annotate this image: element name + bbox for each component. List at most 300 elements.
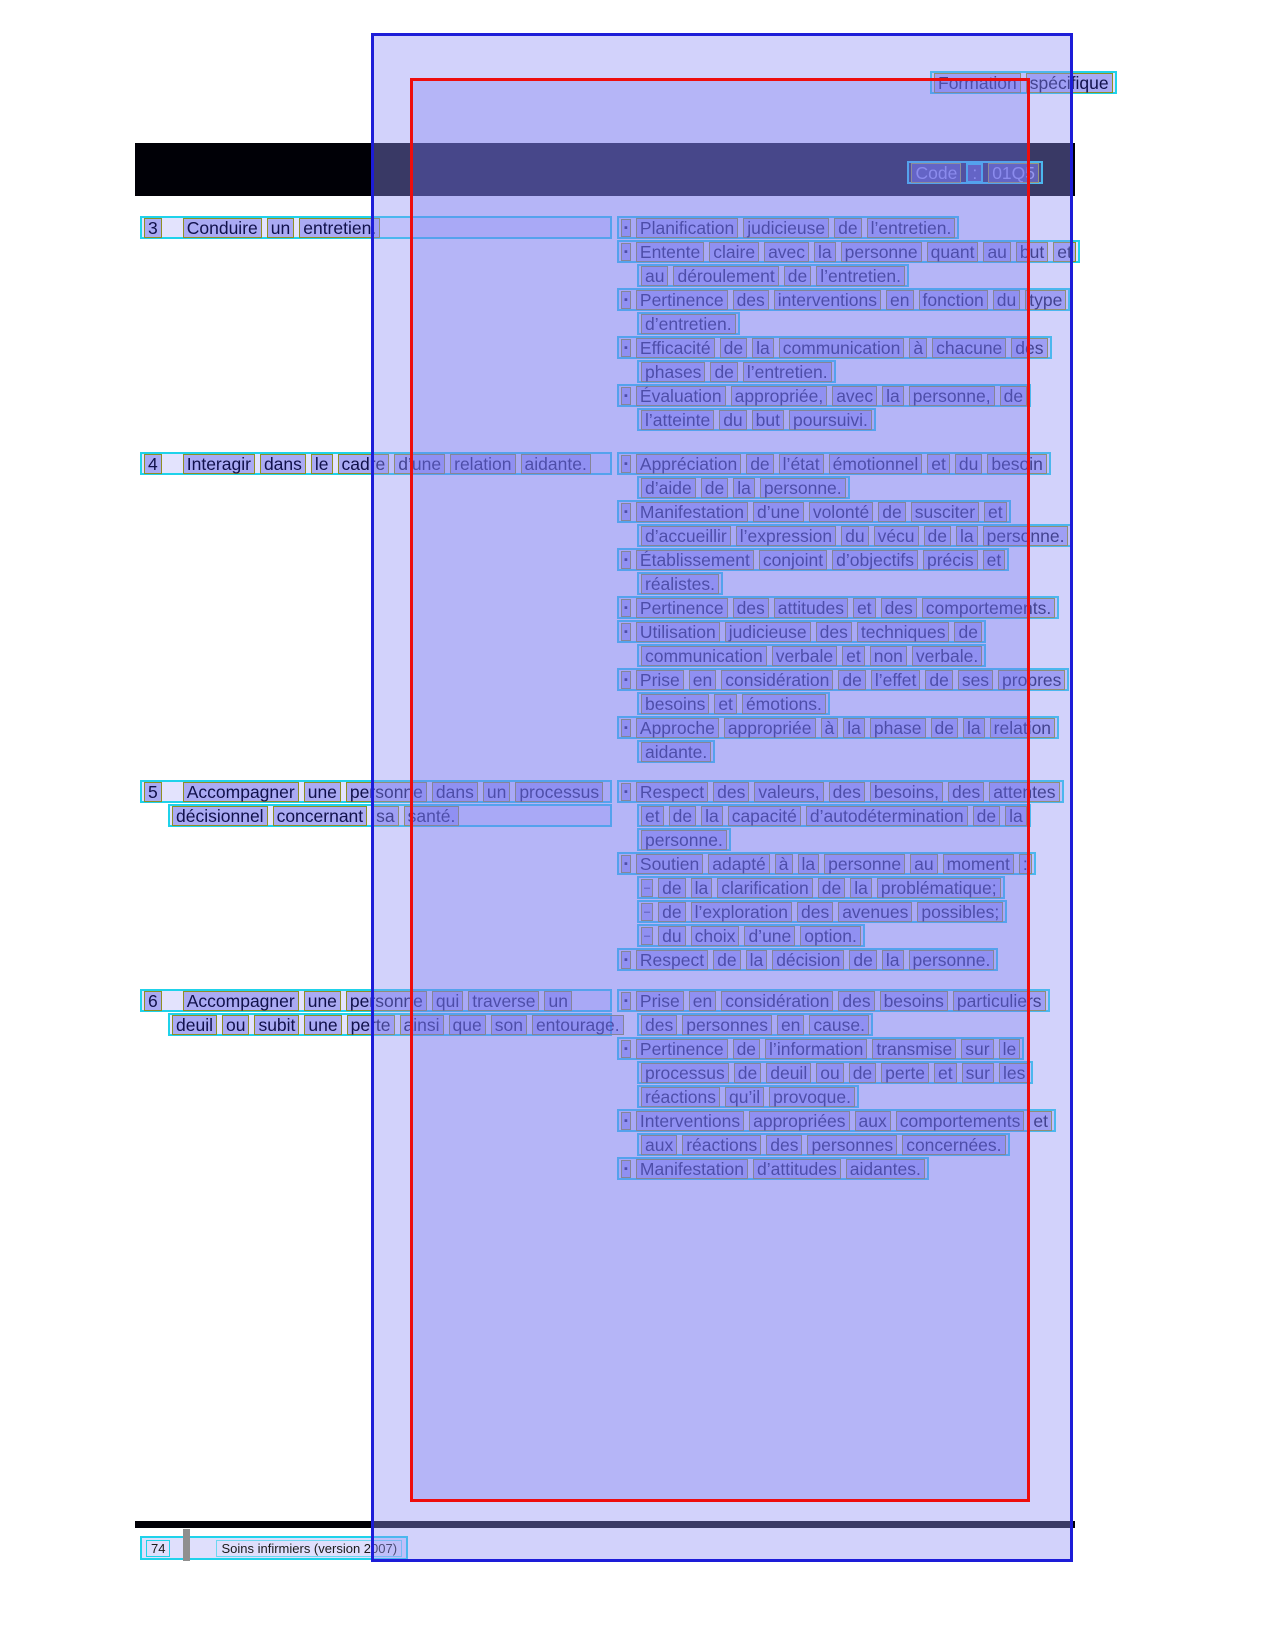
word-box: processus <box>641 1063 729 1083</box>
bullet-icon: ▪ <box>621 951 631 969</box>
word-box: de <box>658 878 685 898</box>
bullet-icon: ▪ <box>621 243 631 261</box>
criterion-line <box>617 989 1050 1012</box>
word-box: phases <box>641 362 705 382</box>
word-box: avenues <box>838 902 912 922</box>
word-box: ses <box>958 670 993 690</box>
criterion-line <box>617 548 1009 571</box>
word-box: de <box>925 670 952 690</box>
word-box: des <box>838 991 874 1011</box>
word-box: la <box>850 878 872 898</box>
word-box: Établissement <box>636 550 754 570</box>
word-box: une <box>304 782 341 802</box>
word-box: au <box>983 242 1010 262</box>
criterion-line <box>637 644 986 667</box>
word-box: avec <box>832 386 877 406</box>
word-box: de <box>746 454 773 474</box>
word-box: propres <box>998 670 1065 690</box>
word-box: choix <box>691 926 740 946</box>
word-box: une <box>304 991 341 1011</box>
word-box: Pertinence <box>636 598 728 618</box>
word-box: de <box>658 902 685 922</box>
word-box: sa <box>372 806 398 826</box>
word-box: Respect <box>636 782 708 802</box>
word-box: poursuivi. <box>789 410 872 430</box>
word-box: l’entretien. <box>743 362 832 382</box>
word-box: fonction <box>919 290 988 310</box>
word-box: cause. <box>809 1015 869 1035</box>
criterion-line <box>617 620 986 643</box>
word-box: et <box>984 502 1007 522</box>
word-box: sur <box>961 1039 993 1059</box>
criterion-line <box>637 828 731 851</box>
word-box: au <box>641 266 668 286</box>
word-box: des <box>829 782 865 802</box>
word-box: claire <box>709 242 759 262</box>
criterion-line <box>637 312 740 335</box>
word-box: spécifique <box>1026 73 1113 93</box>
word-box: l’exploration <box>691 902 792 922</box>
bullet-icon: ▪ <box>621 455 631 473</box>
word-box: Efficacité <box>636 338 715 358</box>
word-box: attitudes <box>774 598 848 618</box>
word-box: cadre <box>338 454 390 474</box>
word-box: concernées. <box>902 1135 1005 1155</box>
word-box: Pertinence <box>636 1039 728 1059</box>
word-box: concernant <box>273 806 368 826</box>
word-box: en <box>689 670 716 690</box>
criterion-line <box>637 924 865 947</box>
word-box: aux <box>855 1111 891 1131</box>
word-box: comportements <box>896 1111 1025 1131</box>
objective-line <box>140 989 612 1012</box>
word-box: de <box>784 266 811 286</box>
word-box: capacité <box>728 806 801 826</box>
word-box: quant <box>927 242 979 262</box>
criterion-line <box>637 476 850 499</box>
word-box: du <box>719 410 746 430</box>
word-box: de <box>720 338 747 358</box>
word-box: la <box>1005 806 1027 826</box>
word-box: réactions <box>641 1087 720 1107</box>
criterion-line <box>617 336 1052 359</box>
criteria-cell <box>617 989 1056 1181</box>
objective-line <box>140 780 612 803</box>
word-box: des <box>816 622 852 642</box>
word-box: comportements. <box>922 598 1055 618</box>
word-box: de <box>701 478 728 498</box>
word-box: des <box>948 782 984 802</box>
word-box: santé. <box>404 806 460 826</box>
word-box: appropriées <box>749 1111 849 1131</box>
word-box: précis <box>923 550 978 570</box>
word-box: susciter <box>911 502 979 522</box>
word-box: techniques <box>857 622 950 642</box>
word-box: volonté <box>809 502 873 522</box>
word-box: un <box>267 218 294 238</box>
word-box: des <box>713 782 749 802</box>
word-box: du <box>955 454 982 474</box>
doc-title: Soins infirmiers (version 2007) <box>216 1540 402 1557</box>
criterion-line <box>617 948 998 971</box>
word-box: d’attitudes <box>753 1159 841 1179</box>
word-box: la <box>814 242 836 262</box>
word-box: provoque. <box>769 1087 855 1107</box>
word-box: d’aide <box>641 478 696 498</box>
word-box: verbale. <box>912 646 982 666</box>
word-box: valeurs, <box>754 782 823 802</box>
criterion-line <box>617 500 1011 523</box>
word-box: besoins <box>880 991 948 1011</box>
word-box: émotionnel <box>829 454 923 474</box>
bullet-icon: ▪ <box>621 503 631 521</box>
word-box: besoins, <box>870 782 943 802</box>
word-box: qui <box>432 991 463 1011</box>
word-box: et <box>1053 242 1076 262</box>
word-box: transmise <box>872 1039 956 1059</box>
criterion-line <box>637 524 1072 547</box>
word-box: sur <box>962 1063 994 1083</box>
word-box: que <box>449 1015 486 1035</box>
word-box: option. <box>800 926 861 946</box>
criterion-line <box>617 1037 1024 1060</box>
word-box: de <box>954 622 981 642</box>
footer-line <box>140 1536 408 1560</box>
word-box: Conduire <box>183 218 262 238</box>
criterion-line <box>617 780 1064 803</box>
word-box: de <box>931 718 958 738</box>
criterion-line <box>637 1133 1010 1156</box>
objective-line <box>168 804 612 827</box>
word-box: besoins <box>641 694 709 714</box>
word-box: de <box>849 1063 876 1083</box>
word-box: des <box>881 598 917 618</box>
word-box: l’entretien. <box>867 218 956 238</box>
word-box: et <box>714 694 737 714</box>
criterion-line <box>637 692 830 715</box>
bullet-icon: ▪ <box>621 671 631 689</box>
word-box: Respect <box>636 950 708 970</box>
word-box: la <box>956 526 978 546</box>
word-box: des <box>733 290 769 310</box>
criterion-line <box>617 596 1059 619</box>
criteria-cell <box>617 780 1064 972</box>
word-box: judicieuse <box>743 218 829 238</box>
word-box: dans <box>260 454 306 474</box>
word-box: de <box>973 806 1000 826</box>
word-box: de <box>838 670 865 690</box>
word-box: la <box>691 878 713 898</box>
word-box: personne <box>346 782 427 802</box>
criterion-line <box>617 240 1080 263</box>
word-box: l’information <box>765 1039 867 1059</box>
word-box: d’une <box>394 454 445 474</box>
word-box: problématique; <box>877 878 1001 898</box>
word-box: attentes <box>989 782 1059 802</box>
word-box: qu’il <box>725 1087 764 1107</box>
word-box: personnes <box>682 1015 772 1035</box>
word-box: et <box>853 598 876 618</box>
word-box: entourage. <box>532 1015 624 1035</box>
word-box: Accompagner <box>183 782 299 802</box>
bullet-icon: ▪ <box>621 719 631 737</box>
word-box: un <box>483 782 510 802</box>
objective-number: 5 <box>144 782 162 802</box>
word-box: personne. <box>909 950 995 970</box>
word-box: type <box>1025 290 1066 310</box>
word-box: de <box>878 502 905 522</box>
word-box: la <box>798 854 820 874</box>
criterion-line <box>617 1109 1056 1132</box>
word-box: but <box>752 410 784 430</box>
word-box: Entente <box>636 242 704 262</box>
word-box: réalistes. <box>641 574 719 594</box>
word-box: verbale <box>772 646 837 666</box>
word-box: deuil <box>766 1063 811 1083</box>
dash-icon: – <box>641 903 653 921</box>
word-box: la <box>882 950 904 970</box>
word-box: une <box>304 1015 341 1035</box>
word-box: d’une <box>744 926 795 946</box>
word-box: la <box>746 950 768 970</box>
bullet-icon: ▪ <box>621 599 631 617</box>
criterion-line <box>617 668 1069 691</box>
word-box: d’entretien. <box>641 314 736 334</box>
word-box: du <box>993 290 1020 310</box>
bullet-icon: ▪ <box>621 219 631 237</box>
word-box: de <box>669 806 696 826</box>
word-box: Pertinence <box>636 290 728 310</box>
word-box: interventions <box>774 290 881 310</box>
word-box: Prise <box>636 670 684 690</box>
word-box: du <box>658 926 685 946</box>
word-box: et <box>983 550 1006 570</box>
page-number: 74 <box>146 1540 170 1557</box>
word-box: personne <box>824 854 905 874</box>
word-box: des <box>641 1015 677 1035</box>
word-box: Prise <box>636 991 684 1011</box>
word-box: personne <box>841 242 922 262</box>
word-box: déroulement <box>673 266 778 286</box>
word-box: à <box>821 718 839 738</box>
word-box: Planification <box>636 218 738 238</box>
word-box: Manifestation <box>636 1159 748 1179</box>
word-box: communication <box>779 338 905 358</box>
dash-icon: – <box>641 927 653 945</box>
word-box: adapté <box>708 854 770 874</box>
word-box: aidantes. <box>846 1159 925 1179</box>
bullet-icon: ▪ <box>621 1112 631 1130</box>
word-box: Approche <box>636 718 719 738</box>
word-box: Interagir <box>183 454 255 474</box>
word-box: appropriée, <box>731 386 828 406</box>
word-box: des <box>733 598 769 618</box>
code-colon: : <box>966 163 983 183</box>
word-box: non <box>870 646 907 666</box>
word-box: appropriée <box>724 718 816 738</box>
word-box: particuliers <box>953 991 1046 1011</box>
word-box: Évaluation <box>636 386 726 406</box>
word-box: d’objectifs <box>832 550 918 570</box>
word-box: personne. <box>641 830 727 850</box>
word-box: personne. <box>983 526 1069 546</box>
word-box: personnes <box>807 1135 897 1155</box>
objective-cell <box>140 452 612 476</box>
word-box: l’expression <box>736 526 836 546</box>
word-box: décisionnel <box>172 806 268 826</box>
word-box: avec <box>764 242 809 262</box>
bullet-icon: ▪ <box>621 623 631 641</box>
word-box: ou <box>222 1015 249 1035</box>
word-box: des <box>797 902 833 922</box>
word-box: de <box>834 218 861 238</box>
criterion-line <box>617 716 1059 739</box>
word-box: la <box>843 718 865 738</box>
criterion-line <box>637 408 876 431</box>
bullet-icon: ▪ <box>621 291 631 309</box>
bullet-icon: ▪ <box>621 387 631 405</box>
word-box: judicieuse <box>725 622 811 642</box>
word-box: conjoint <box>759 550 827 570</box>
word-box: un <box>544 991 571 1011</box>
word-box: Interventions <box>636 1111 744 1131</box>
criterion-line <box>617 452 1051 475</box>
objective-line <box>140 216 612 239</box>
criterion-line <box>637 360 836 383</box>
word-box: relation <box>450 454 515 474</box>
word-box: l’état <box>779 454 824 474</box>
word-box: l’entretien. <box>816 266 905 286</box>
word-box: ainsi <box>400 1015 444 1035</box>
objective-cell <box>140 989 620 1037</box>
word-box: Appréciation <box>636 454 741 474</box>
word-box: Manifestation <box>636 502 748 522</box>
word-box: vécu <box>874 526 919 546</box>
word-box: considération <box>721 991 833 1011</box>
word-box: la <box>752 338 774 358</box>
word-box: en <box>777 1015 804 1035</box>
bullet-icon: ▪ <box>621 1040 631 1058</box>
word-box: considération <box>721 670 833 690</box>
word-box: et <box>842 646 865 666</box>
word-box: aux <box>641 1135 677 1155</box>
word-box: subit <box>254 1015 299 1035</box>
word-box: d’une <box>753 502 804 522</box>
word-box: phase <box>870 718 926 738</box>
word-box: traverse <box>468 991 539 1011</box>
word-box: la <box>882 386 904 406</box>
word-box: Soutien <box>636 854 703 874</box>
word-box: Utilisation <box>636 622 720 642</box>
criterion-line <box>637 1061 1033 1084</box>
word-box: du <box>841 526 868 546</box>
criterion-line <box>637 740 715 763</box>
word-box: de <box>710 362 737 382</box>
criterion-line <box>617 288 1070 311</box>
word-box: au <box>910 854 937 874</box>
word-box: l’atteinte <box>641 410 714 430</box>
word-box: de <box>734 1063 761 1083</box>
word-box: relation <box>990 718 1055 738</box>
word-box: perte <box>881 1063 929 1083</box>
word-box: de <box>1000 386 1027 406</box>
bullet-icon: ▪ <box>621 339 631 357</box>
criterion-line <box>637 1085 859 1108</box>
word-box: personne <box>346 991 427 1011</box>
word-box: de <box>849 950 876 970</box>
objective-line <box>140 452 612 475</box>
bullet-icon: ▪ <box>621 855 631 873</box>
footer-separator <box>183 1529 190 1561</box>
code-label: Code <box>911 163 961 183</box>
word-box: et <box>927 454 950 474</box>
word-box: possibles; <box>917 902 1003 922</box>
objective-line <box>168 1013 620 1036</box>
word-box: la <box>963 718 985 738</box>
word-box: besoin <box>987 454 1047 474</box>
word-box: perte <box>347 1015 395 1035</box>
objective-number: 3 <box>144 218 162 238</box>
word-box: moment <box>943 854 1014 874</box>
word-box: décision <box>772 950 844 970</box>
objective-number: 4 <box>144 454 162 474</box>
word-box: entretien. <box>299 218 380 238</box>
word-box: dans <box>432 782 478 802</box>
word-box: de <box>713 950 740 970</box>
bullet-icon: ▪ <box>621 1160 631 1178</box>
criteria-cell <box>617 216 1080 432</box>
word-box: ou <box>816 1063 843 1083</box>
criterion-line <box>637 572 723 595</box>
criterion-line <box>617 852 1036 875</box>
word-box: Accompagner <box>183 991 299 1011</box>
word-box: : <box>1019 854 1032 874</box>
word-box: d’autodétermination <box>806 806 968 826</box>
word-box: communication <box>641 646 767 666</box>
code-value: 01Q5 <box>988 163 1039 183</box>
bullet-icon: ▪ <box>621 783 631 801</box>
criterion-line <box>637 264 909 287</box>
word-box: émotions. <box>742 694 826 714</box>
word-box: son <box>491 1015 527 1035</box>
word-box: d’accueillir <box>641 526 731 546</box>
objective-number: 6 <box>144 991 162 1011</box>
word-box: but <box>1016 242 1048 262</box>
word-box: en <box>886 290 913 310</box>
word-box: personne. <box>760 478 846 498</box>
word-box: les <box>999 1063 1029 1083</box>
word-box: deuil <box>172 1015 217 1035</box>
criterion-line <box>637 900 1007 923</box>
word-box: à <box>775 854 793 874</box>
dash-icon: – <box>641 879 653 897</box>
word-box: Formation <box>934 73 1021 93</box>
word-box: des <box>1011 338 1047 358</box>
bullet-icon: ▪ <box>621 551 631 569</box>
word-box: la <box>733 478 755 498</box>
word-box: des <box>766 1135 802 1155</box>
word-box: aidante. <box>521 454 591 474</box>
word-box: chacune <box>932 338 1006 358</box>
criterion-line <box>637 804 1031 827</box>
word-box: personne, <box>909 386 995 406</box>
objective-cell <box>140 216 612 240</box>
word-box: de <box>924 526 951 546</box>
word-box: aidante. <box>641 742 711 762</box>
criterion-line <box>637 876 1005 899</box>
word-box: processus <box>515 782 603 802</box>
word-box: clarification <box>717 878 813 898</box>
